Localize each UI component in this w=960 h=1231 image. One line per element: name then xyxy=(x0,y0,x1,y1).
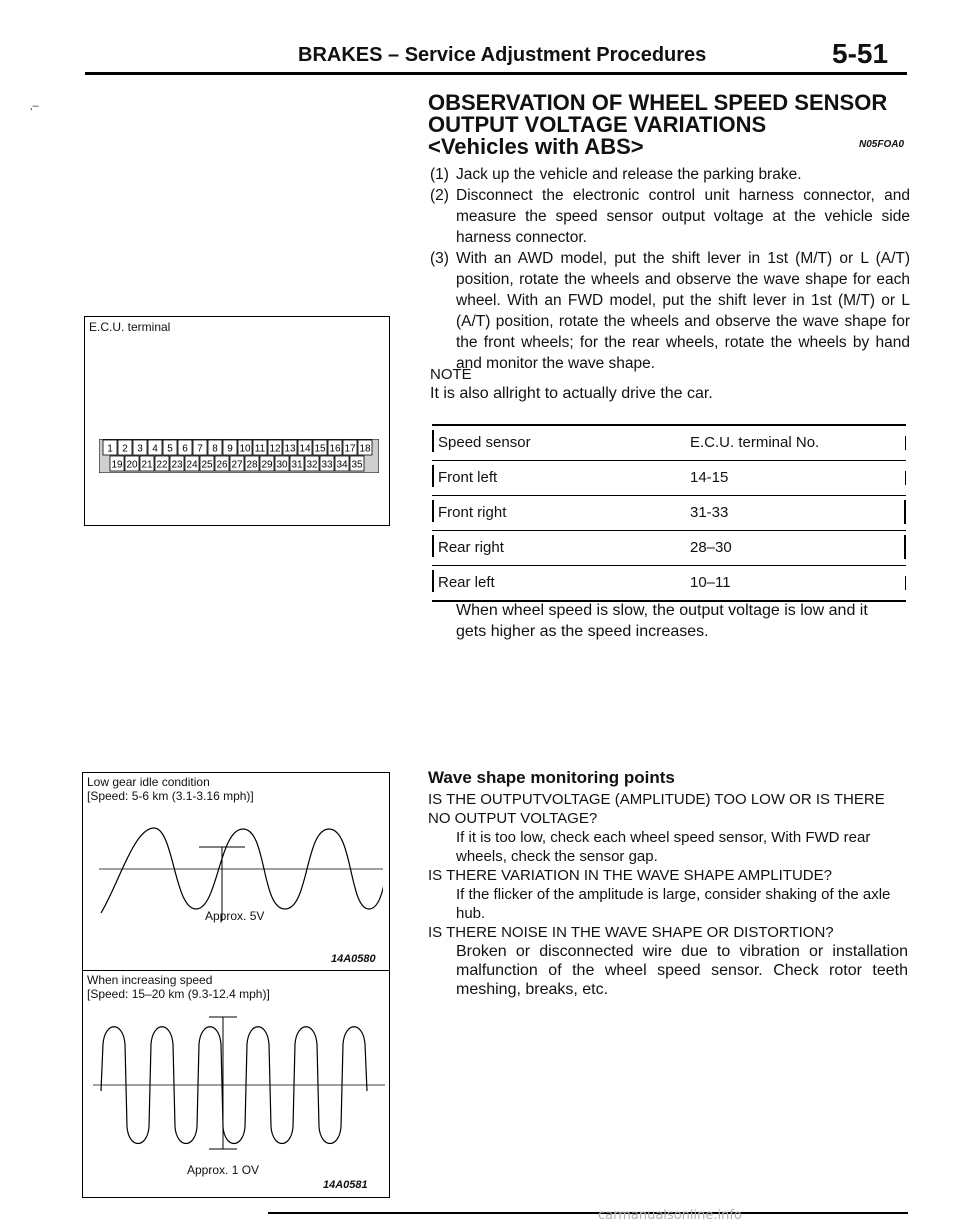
step-number: (1) xyxy=(430,166,449,183)
terminal-number: 8 xyxy=(212,443,218,455)
sine-wave xyxy=(101,828,383,913)
terminal-table xyxy=(432,424,906,602)
table-row xyxy=(432,565,906,602)
terminal-number: 14 xyxy=(299,443,311,455)
terminal-number: 10 xyxy=(239,443,251,455)
terminal-number: 34 xyxy=(336,459,348,471)
table-cell-terminal: 10–11 xyxy=(690,574,731,591)
step-number: (3) xyxy=(430,250,449,267)
row-bar xyxy=(432,430,434,452)
terminal-number: 33 xyxy=(321,459,333,471)
note-text: It is also allright to actually drive the car. xyxy=(430,385,713,402)
terminal-number: 19 xyxy=(111,459,123,471)
terminal-number: 35 xyxy=(351,459,363,471)
high-speed-wave-figure xyxy=(82,970,390,1198)
monitoring-answer: If it is too low, check each wheel speed sensor, With FWD rear wheels, check the sensor gap. xyxy=(456,829,871,865)
terminal-number: 24 xyxy=(186,459,198,471)
section-title-line2: OUTPUT VOLTAGE VARIATIONS xyxy=(428,112,767,137)
low-figure-line1: Low gear idle condition xyxy=(87,775,210,789)
step-1 xyxy=(430,164,910,185)
note-label: NOTE xyxy=(430,366,472,383)
table-header-sensor: Speed sensor xyxy=(438,434,531,451)
terminal-number: 27 xyxy=(231,459,243,471)
terminal-number: 23 xyxy=(171,459,183,471)
table-cell-terminal: 14-15 xyxy=(690,469,729,486)
section-title-line3: <Vehicles with ABS> xyxy=(428,134,644,159)
row-bar xyxy=(905,471,906,485)
terminal-number: 16 xyxy=(329,443,341,455)
terminal-number: 6 xyxy=(182,443,188,455)
table-cell-sensor: Rear right xyxy=(438,539,504,556)
terminal-number: 26 xyxy=(216,459,228,471)
terminal-number: 4 xyxy=(152,443,158,455)
step-text: Disconnect the electronic control unit harness connector, and measure the speed sensor output voltage at the vehicle side harness connector. xyxy=(456,187,910,246)
terminal-row-bottom xyxy=(110,456,364,471)
terminal-number: 21 xyxy=(141,459,153,471)
table-header-row xyxy=(432,424,906,460)
terminal-number: 29 xyxy=(261,459,273,471)
terminal-number: 5 xyxy=(167,443,173,455)
page-header-title: BRAKES – Service Adjustment Procedures xyxy=(298,44,707,66)
step-3 xyxy=(430,248,910,374)
ecu-figure-label: E.C.U. terminal xyxy=(89,320,171,334)
row-bar xyxy=(432,465,434,487)
speed-paragraph: When wheel speed is slow, the output voltage is low and it gets higher as the speed increases. xyxy=(456,602,868,640)
terminal-number: 1 xyxy=(107,443,113,455)
monitoring-points xyxy=(428,790,908,999)
row-bar xyxy=(432,535,434,557)
low-figure-line2: [Speed: 5-6 km (3.1-3.16 mph)] xyxy=(87,789,254,803)
terminal-number: 25 xyxy=(201,459,213,471)
monitoring-answer: If the flicker of the amplitude is large, consider shaking of the axle hub. xyxy=(456,886,891,922)
terminal-number: 22 xyxy=(156,459,168,471)
row-bar xyxy=(904,500,906,524)
monitoring-question: IS THE OUTPUTVOLTAGE (AMPLITUDE) TOO LOW OR IS THERE NO OUTPUT VOLTAGE? xyxy=(428,791,885,827)
high-figure-line2: [Speed: 15–20 km (9.3-12.4 mph)] xyxy=(87,987,270,1001)
monitoring-question: IS THERE NOISE IN THE WAVE SHAPE OR DISTORTION? xyxy=(428,924,834,941)
stray-mark: ‚– xyxy=(30,100,39,112)
row-bar xyxy=(904,535,906,559)
high-speed-waveform xyxy=(93,1009,385,1159)
table-cell-sensor: Front right xyxy=(438,504,507,521)
terminal-number: 31 xyxy=(291,459,303,471)
table-header-terminal: E.C.U. terminal No. xyxy=(690,434,820,451)
monitoring-question: IS THERE VARIATION IN THE WAVE SHAPE AMPLITUDE? xyxy=(428,867,832,884)
low-amplitude-label: Approx. 5V xyxy=(205,909,265,923)
high-figure-line1: When increasing speed xyxy=(87,973,213,987)
row-bar xyxy=(432,500,434,522)
terminal-number: 9 xyxy=(227,443,233,455)
step-2 xyxy=(430,185,910,248)
header-rule xyxy=(85,72,907,75)
ecu-terminal-figure xyxy=(84,316,390,526)
terminal-number: 18 xyxy=(359,443,371,455)
step-number: (2) xyxy=(430,187,449,204)
monitoring-answer: Broken or disconnected wire due to vibration or installation malfunction of the wheel speed sensor. Check rotor teeth meshing, breaks, etc. xyxy=(456,943,908,998)
section-title-line1: OBSERVATION OF WHEEL SPEED SENSOR xyxy=(428,90,888,115)
terminal-number: 28 xyxy=(246,459,258,471)
terminal-number: 30 xyxy=(276,459,288,471)
table-cell-terminal: 31-33 xyxy=(690,504,729,521)
footer-rule xyxy=(268,1212,908,1214)
step-text: With an AWD model, put the shift lever in 1st (M/T) or L (A/T) position, rotate the wheels and observe the wave shape for each wheel. With an FWD model, put the shift lever in 1st (M/T) or L (A/T) position, rotate the wheels and observe the wave shape for the front wheels; for the rear wheels, rotate the wheels by hand and monitor the wave shape. xyxy=(456,250,910,372)
table-row xyxy=(432,495,906,530)
section-code: N05FOA0 xyxy=(859,139,905,150)
low-speed-waveform xyxy=(99,813,383,953)
ecu-connector xyxy=(99,439,379,473)
terminal-number: 17 xyxy=(344,443,356,455)
terminal-number: 2 xyxy=(122,443,128,455)
terminal-number: 12 xyxy=(269,443,281,455)
terminal-number: 15 xyxy=(314,443,326,455)
procedure-steps xyxy=(430,164,910,374)
table-cell-sensor: Front left xyxy=(438,469,498,486)
terminal-number: 3 xyxy=(137,443,143,455)
terminal-number: 32 xyxy=(306,459,318,471)
page-number: 5-51 xyxy=(832,38,889,69)
terminal-number: 11 xyxy=(254,443,266,455)
terminal-number: 7 xyxy=(197,443,203,455)
terminal-number: 20 xyxy=(126,459,138,471)
row-bar xyxy=(905,576,906,590)
row-bar xyxy=(432,570,434,592)
table-row xyxy=(432,460,906,495)
high-amplitude-label: Approx. 1 OV xyxy=(187,1163,260,1177)
table-cell-sensor: Rear left xyxy=(438,574,495,591)
row-bar xyxy=(905,436,906,450)
low-figure-code: 14A0580 xyxy=(331,953,376,965)
table-cell-terminal: 28–30 xyxy=(690,539,732,556)
watermark: carmanualsonline.info xyxy=(598,1208,742,1223)
monitoring-title: Wave shape monitoring points xyxy=(428,768,675,787)
table-row xyxy=(432,530,906,565)
high-figure-code: 14A0581 xyxy=(323,1179,368,1191)
low-speed-wave-figure xyxy=(82,772,390,972)
terminal-number: 13 xyxy=(284,443,296,455)
step-text: Jack up the vehicle and release the parking brake. xyxy=(456,166,802,183)
